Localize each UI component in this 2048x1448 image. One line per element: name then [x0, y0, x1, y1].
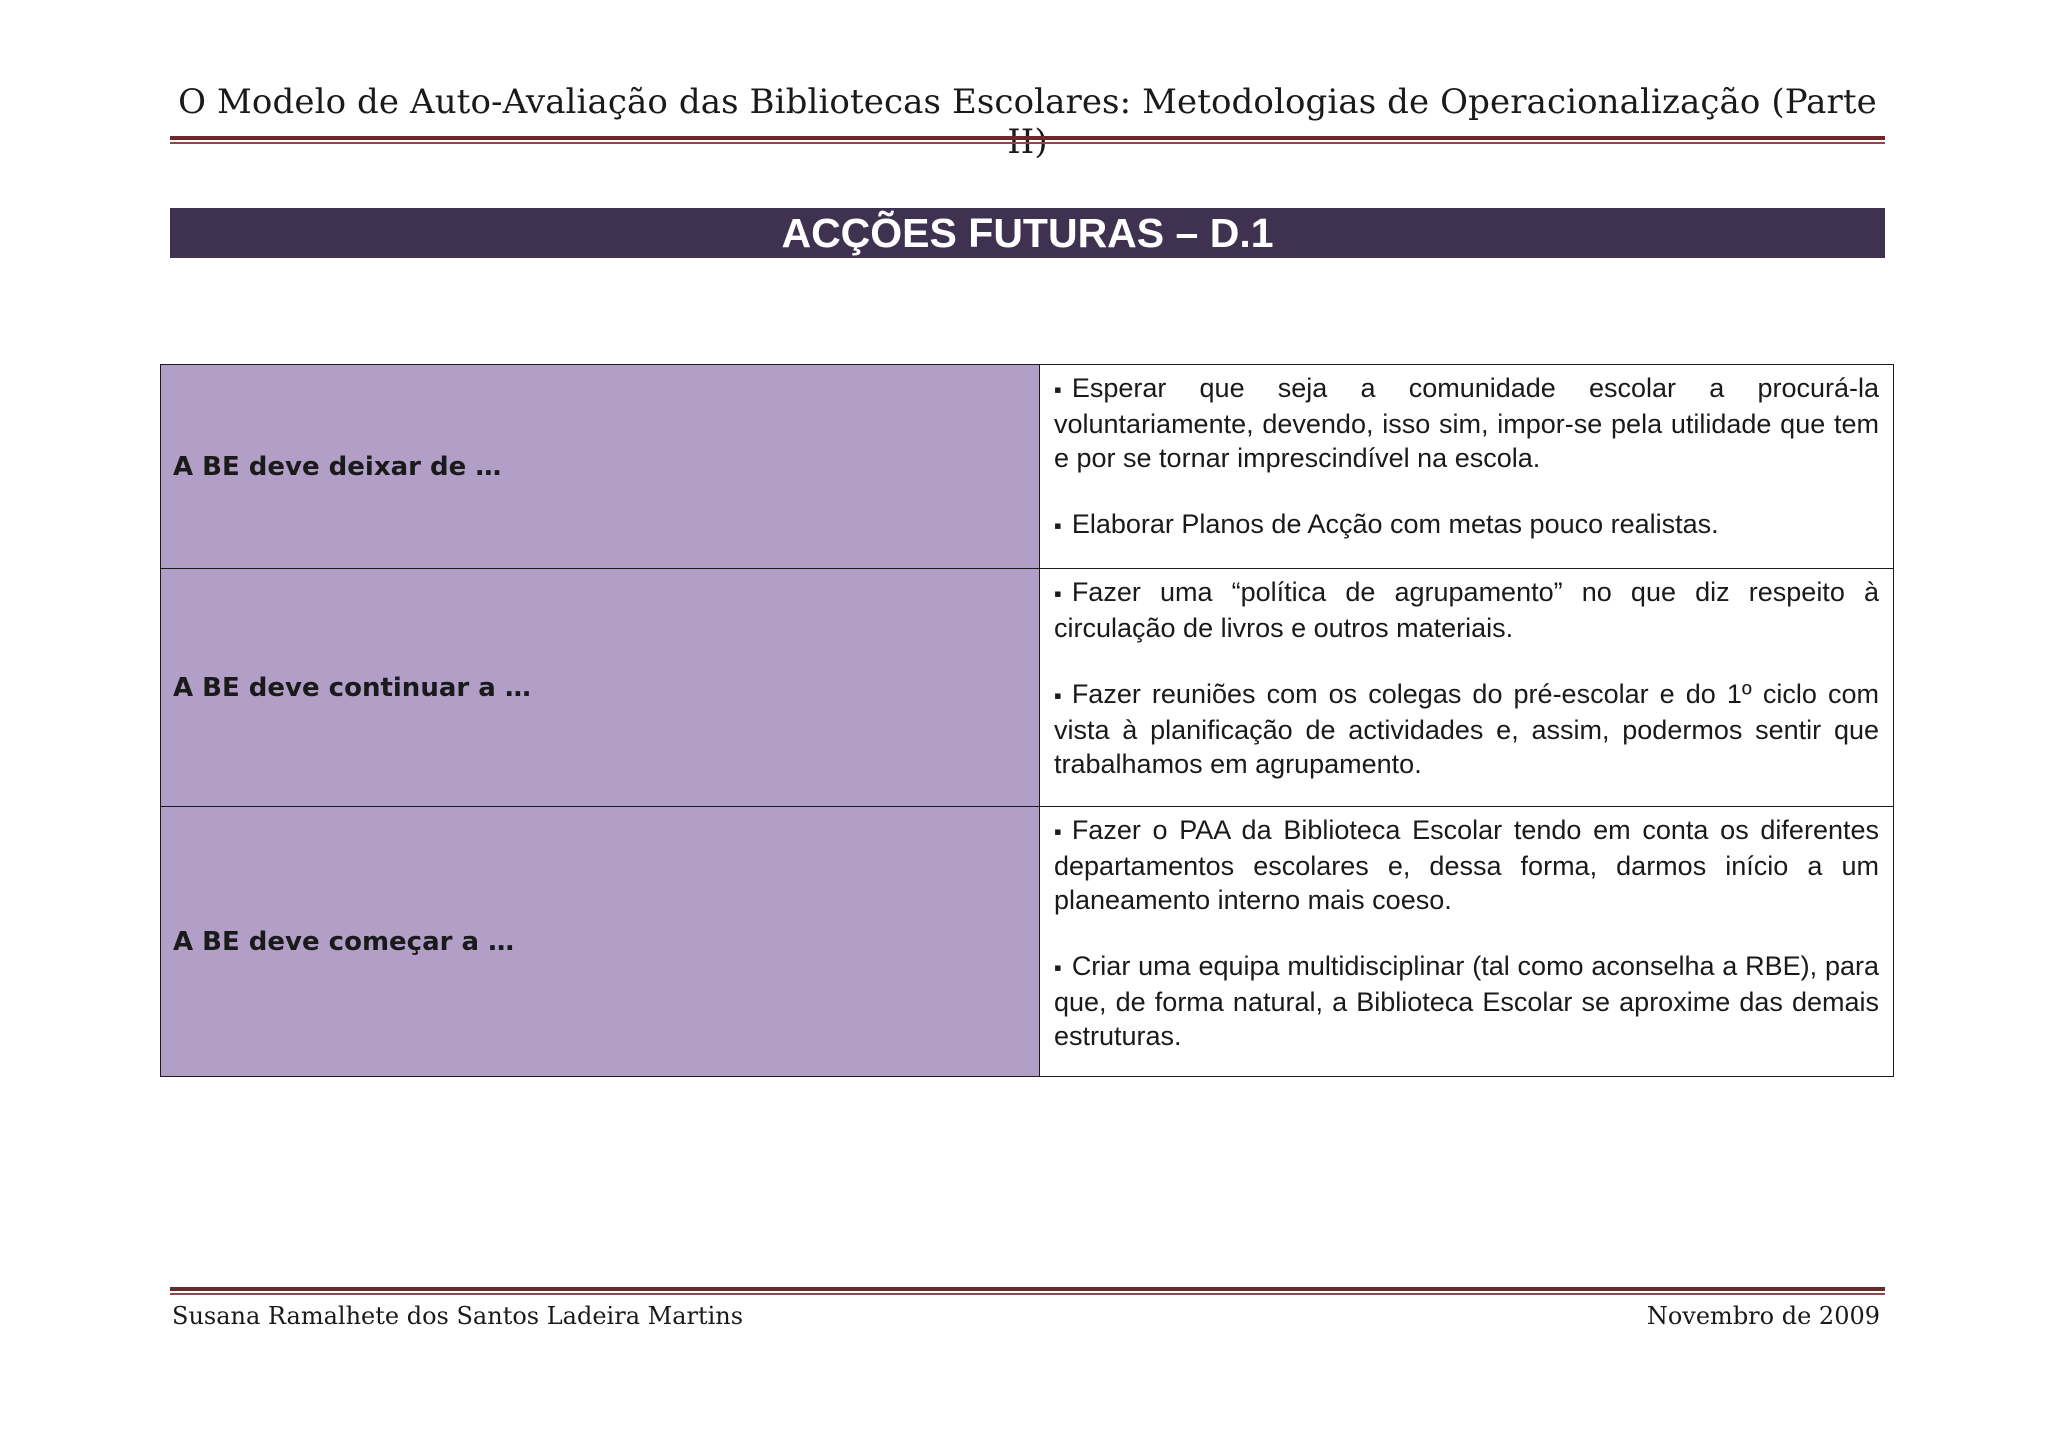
- square-bullet-icon: ▪: [1054, 377, 1062, 402]
- list-item-text: Fazer uma “política de agrupamento” no que diz respeito à circulação de livros e outros materiais.: [1054, 577, 1879, 643]
- footer-rule-thick: [170, 1287, 1885, 1291]
- list-item: [1054, 575, 1879, 645]
- header-rule-thin: [170, 142, 1885, 144]
- footer-rule-thin: [170, 1293, 1885, 1295]
- list-item-text: Fazer reuniões com os colegas do pré-escolar e do 1º ciclo com vista à planificação de actividades e, assim, podermos sentir que trabalhamos em agrupamento.: [1054, 679, 1879, 779]
- footer-author: Susana Ramalhete dos Santos Ladeira Martins: [172, 1302, 744, 1330]
- row-label: A BE deve continuar a …: [173, 672, 531, 703]
- header-rule-thick: [170, 136, 1885, 140]
- list-item-text: Elaborar Planos de Acção com metas pouco realistas.: [1071, 509, 1719, 539]
- row-label: A BE deve começar a …: [173, 926, 515, 957]
- table-row: [161, 365, 1894, 569]
- list-item: [1054, 813, 1879, 917]
- list-item-text: Fazer o PAA da Biblioteca Escolar tendo em conta os diferentes departamentos escolares e, dessa forma, darmos início a um planeamento interno mais coeso.: [1054, 815, 1879, 915]
- actions-table: [160, 364, 1894, 1077]
- square-bullet-icon: ▪: [1054, 955, 1062, 980]
- list-item: [1054, 677, 1879, 781]
- row-content-cell: [1040, 807, 1894, 1077]
- square-bullet-icon: ▪: [1054, 683, 1062, 708]
- section-title: ACÇÕES FUTURAS – D.1: [781, 209, 1274, 256]
- section-title-banner: [170, 208, 1885, 258]
- square-bullet-icon: ▪: [1054, 513, 1062, 538]
- list-item: [1054, 371, 1879, 475]
- row-label-cell: [161, 807, 1040, 1077]
- row-content-cell: [1040, 569, 1894, 807]
- row-label: A BE deve deixar de …: [173, 451, 502, 482]
- table-row: [161, 569, 1894, 807]
- page-header-title: O Modelo de Auto-Avaliação das Bibliotecas Escolares: Metodologias de Operacionalização (Parte: [178, 82, 1877, 122]
- footer-date: Novembro de 2009: [1646, 1302, 1880, 1330]
- row-label-cell: [161, 365, 1040, 569]
- list-item-text: Criar uma equipa multidisciplinar (tal como aconselha a RBE), para que, de forma natural, a Biblioteca Escolar se aproxime das demais estruturas.: [1054, 951, 1879, 1051]
- row-content-cell: [1040, 365, 1894, 569]
- list-item: [1054, 949, 1879, 1053]
- list-item: [1054, 507, 1879, 543]
- list-item-text: Esperar que seja a comunidade escolar a procurá-la voluntariamente, devendo, isso sim, impor-se pela utilidade que tem e por se tornar imprescindível na escola.: [1054, 373, 1879, 473]
- page-footer: [172, 1302, 1880, 1330]
- row-label-cell: [161, 569, 1040, 807]
- square-bullet-icon: ▪: [1054, 581, 1062, 606]
- square-bullet-icon: ▪: [1054, 819, 1062, 844]
- table-row: [161, 807, 1894, 1077]
